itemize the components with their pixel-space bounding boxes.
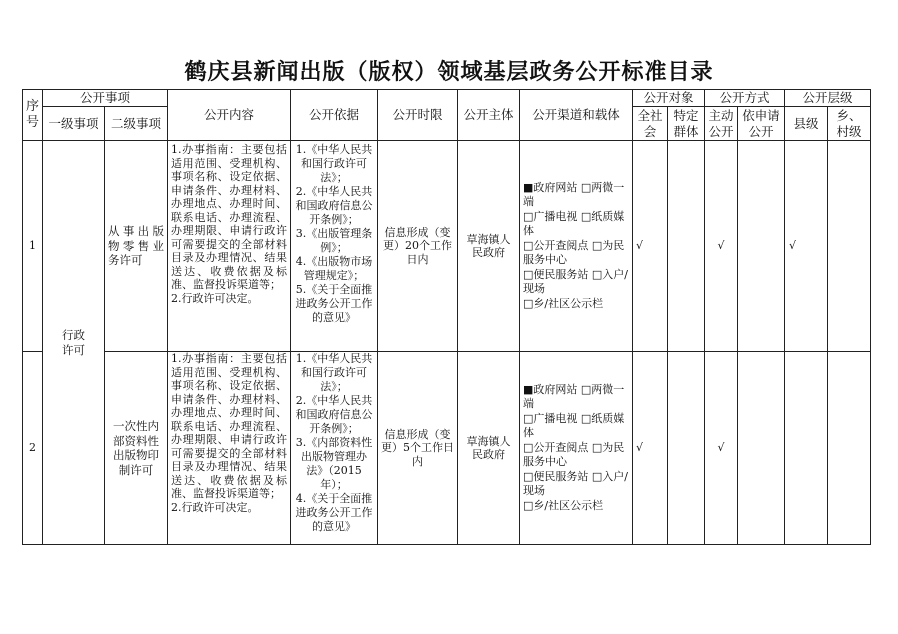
channel-item: ■政府网站 □两微一端 [523, 180, 625, 209]
basis-item: 2.《中华人民共和国政府信息公开条例》； [295, 185, 373, 226]
header-basis: 公开依据 [291, 90, 378, 141]
content-cell [168, 352, 291, 545]
method-active-mark: √ [705, 141, 738, 352]
table-row [23, 141, 871, 352]
channel-item: ■政府网站 □两微一端 [523, 382, 625, 411]
channel-item: □公开查阅点 □为民服务中心 [523, 440, 625, 469]
basis-item: 3.《内部资料性出版物管理办法》（2015年）； [295, 436, 373, 491]
basis-item: 1.《中华人民共和国行政许可法》； [295, 352, 373, 393]
method-apply-mark [738, 141, 785, 352]
method-apply-mark [738, 352, 785, 545]
header-subject: 公开主体 [458, 90, 520, 141]
level-town-mark [828, 352, 871, 545]
header-level-county: 县级 [785, 107, 828, 141]
channel-item: □广播电视 □纸质媒体 [523, 209, 625, 238]
header-level-group: 公开层级 [785, 90, 871, 107]
subject-cell: 草海镇人民政府 [458, 352, 520, 545]
header-target-all: 全社会 [633, 107, 668, 141]
basis-item: 2.《中华人民共和国政府信息公开条例》； [295, 394, 373, 435]
target-specific-mark [668, 352, 705, 545]
header-channel: 公开渠道和载体 [520, 90, 633, 141]
page-title: 鹤庆县新闻出版（版权）领域基层政务公开标准目录 [184, 59, 714, 85]
header-time-limit: 公开时限 [378, 90, 458, 141]
header-target-group: 公开对象 [633, 90, 705, 107]
basis-item: 4.《关于全面推进政务公开工作的意见》 [295, 492, 373, 533]
channel-cell [520, 141, 633, 352]
level-town-mark [828, 141, 871, 352]
header-method-group: 公开方式 [705, 90, 785, 107]
time-limit-cell: 信息形成（变更）5个工作日内 [378, 352, 458, 545]
channel-item: □乡/社区公示栏 [523, 498, 604, 512]
target-specific-mark [668, 141, 705, 352]
content-item: 1.办事指南：主要包括适用范围、受理机构、事项名称、设定依据、申请条件、办理材料、办理地点、办理时间、联系电话、办理流程、办理期限、申请行政许可需要提交的全部材料目录及办理情况、结果送达、收费依据及标准、监督投诉渠道等； [171, 143, 288, 291]
basis-item: 3.《出版管理条例》； [295, 227, 373, 254]
catalog-table [22, 89, 871, 545]
content-cell [168, 141, 291, 352]
channel-item: □广播电视 □纸质媒体 [523, 411, 625, 440]
header-method-apply: 依申请公开 [738, 107, 785, 141]
header-seq: 序号 [23, 90, 43, 141]
channel-item: □乡/社区公示栏 [523, 296, 604, 310]
level1-cell: 行政许可 [43, 141, 105, 545]
basis-cell [291, 352, 378, 545]
subject-cell: 草海镇人民政府 [458, 141, 520, 352]
header-level1: 一级事项 [43, 107, 105, 141]
basis-item: 4.《出版物市场管理规定》； [295, 255, 373, 282]
basis-item: 5.《关于全面推进政务公开工作的意见》 [295, 283, 373, 324]
header-level2: 二级事项 [105, 107, 168, 141]
level-county-mark: √ [785, 141, 828, 352]
table-row [23, 352, 871, 545]
target-all-mark: √ [633, 352, 668, 545]
row-seq: 1 [23, 141, 43, 352]
time-limit-cell: 信息形成（变更）20个工作日内 [378, 141, 458, 352]
content-item: 2.行政许可决定。 [171, 500, 259, 514]
basis-item: 1.《中华人民共和国行政许可法》； [295, 143, 373, 184]
row-seq: 2 [23, 352, 43, 545]
channel-item: □公开查阅点 □为民服务中心 [523, 238, 625, 267]
level2-cell: 一次性内部资料性出版物印制许可 [105, 352, 168, 545]
channel-item: □便民服务站 □入户/现场 [523, 469, 629, 498]
method-active-mark: √ [705, 352, 738, 545]
target-all-mark: √ [633, 141, 668, 352]
header-method-active: 主动公开 [705, 107, 738, 141]
content-item: 2.行政许可决定。 [171, 291, 259, 305]
content-item: 1.办事指南：主要包括适用范围、受理机构、事项名称、设定依据、申请条件、办理材料、办理地点、办理时间、联系电话、办理流程、办理期限、申请行政许可需要提交的全部材料目录及办理情况、结果送达、收费依据及标准、监督投诉渠道等； [171, 352, 288, 500]
channel-item: □便民服务站 □入户/现场 [523, 267, 629, 296]
level2-cell: 从事出版物零售业务许可 [105, 141, 168, 352]
channel-cell [520, 352, 633, 545]
header-matter-group: 公开事项 [43, 90, 168, 107]
header-level-town: 乡、村级 [828, 107, 871, 141]
level-county-mark [785, 352, 828, 545]
header-target-specific: 特定群体 [668, 107, 705, 141]
header-content: 公开内容 [168, 90, 291, 141]
basis-cell [291, 141, 378, 352]
